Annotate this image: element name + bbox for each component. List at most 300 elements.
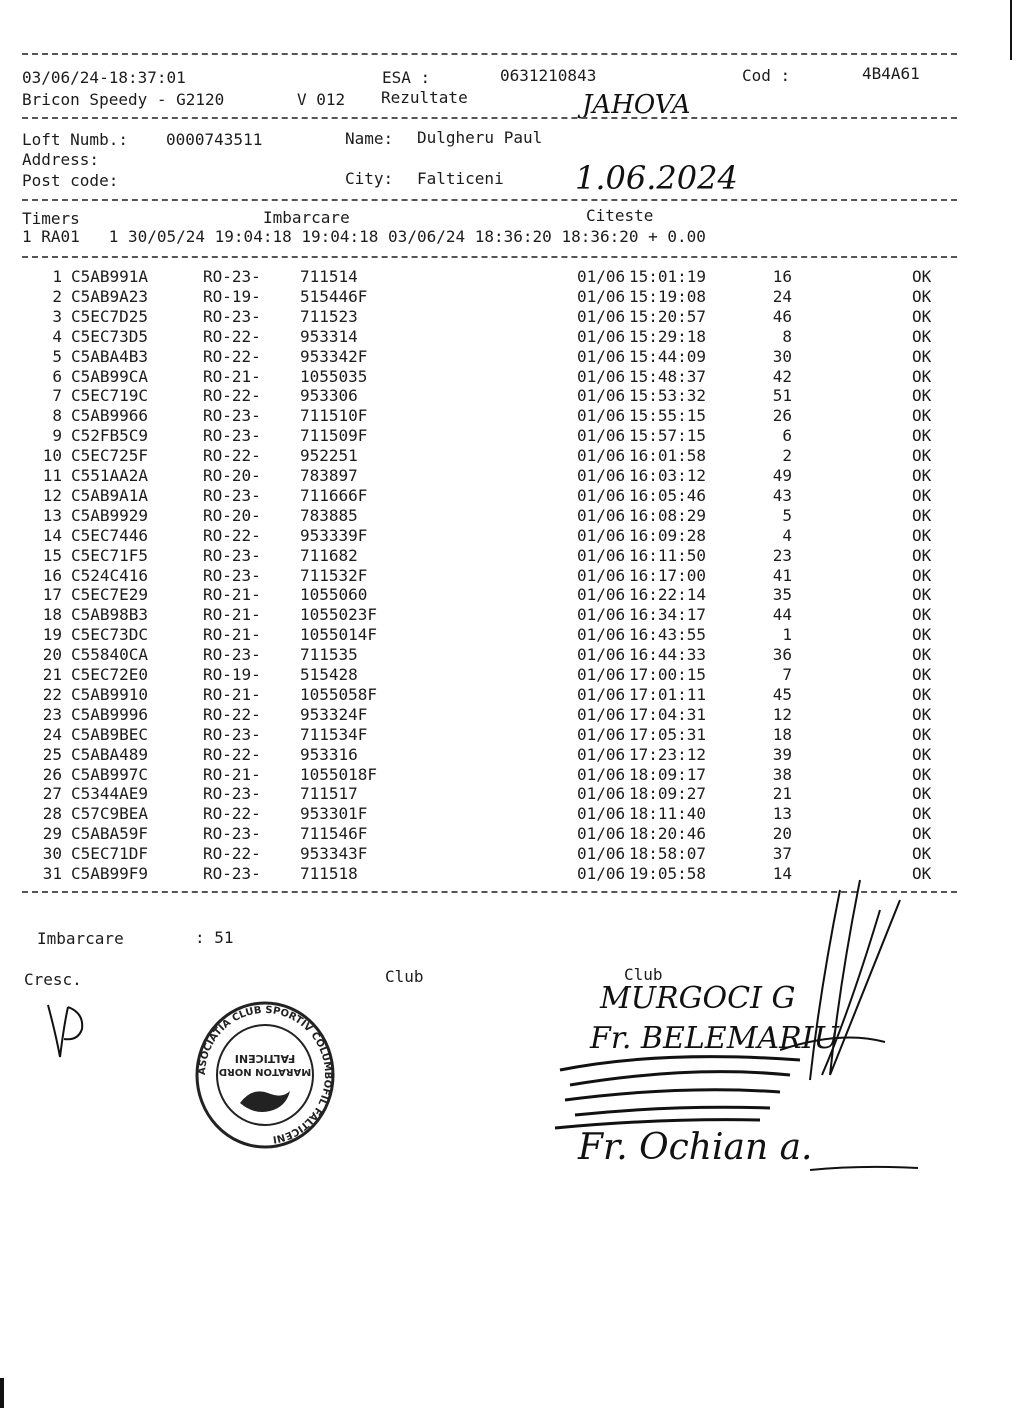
cod-value: 4B4A61 (862, 64, 920, 83)
row-index: 3 (52, 306, 62, 326)
chip-code: C5ABA59F (71, 824, 149, 844)
position: 39 (772, 744, 792, 764)
ring-prefix: RO-20- (203, 505, 261, 525)
arrival-time: 18:11:40 (629, 804, 707, 824)
arrival-date: 01/06 (577, 426, 626, 446)
row-index: 12 (42, 485, 62, 505)
status: OK (912, 645, 932, 665)
arrival-date: 01/06 (577, 326, 626, 346)
position: 35 (772, 585, 792, 605)
chip-code: C5EC719C (71, 386, 149, 406)
status: OK (912, 585, 932, 605)
loft-label: Loft Numb.: (22, 130, 128, 149)
arrival-date: 01/06 (577, 565, 626, 585)
position: 26 (772, 406, 792, 426)
ring-prefix: RO-19- (203, 665, 261, 684)
chip-code: C5344AE9 (71, 784, 149, 804)
row-index: 6 (52, 366, 62, 386)
chip-code: C5EC73D5 (71, 326, 149, 346)
row-index: 8 (52, 406, 62, 426)
arrival-date: 01/06 (577, 346, 626, 366)
ring-number: 1055058F (300, 684, 378, 704)
table-row (0, 745, 1024, 765)
arrival-time: 17:05:31 (629, 724, 707, 744)
arrival-date: 01/06 (577, 406, 626, 426)
ring-number: 1055018F (300, 764, 378, 784)
row-index: 7 (52, 386, 62, 406)
table-row (0, 486, 1024, 506)
arrival-time: 16:43:55 (629, 625, 707, 645)
stamp-center-line-1: FALTICENI (234, 1052, 296, 1065)
arrival-date: 01/06 (577, 306, 626, 326)
position: 8 (782, 326, 792, 346)
chip-code: C5EC72E0 (71, 665, 149, 684)
table-row (0, 784, 1024, 804)
status: OK (912, 485, 932, 505)
status: OK (912, 724, 932, 744)
row-index: 26 (42, 764, 62, 784)
ring-prefix: RO-22- (203, 704, 261, 724)
row-index: 23 (42, 704, 62, 724)
row-index: 1 (52, 267, 62, 286)
table-row (0, 685, 1024, 705)
table-row (0, 824, 1024, 844)
ring-prefix: RO-22- (203, 525, 261, 545)
table-row (0, 546, 1024, 566)
ring-number: 711514 (300, 267, 358, 286)
signature-murgoci: MURGOCI G (600, 981, 796, 1016)
status: OK (912, 326, 932, 346)
stamp-center-line-2: MARATON NORD (218, 1066, 312, 1077)
position: 43 (772, 485, 792, 505)
ring-number: 783885 (300, 505, 358, 525)
ring-number: 953343F (300, 844, 368, 864)
device-version: V 012 (297, 90, 346, 109)
row-index: 5 (52, 346, 62, 366)
ring-number: 953316 (300, 744, 358, 764)
arrival-date: 01/06 (577, 267, 626, 286)
chip-code: C5AB9BEC (71, 724, 149, 744)
arrival-time: 15:01:19 (629, 267, 707, 286)
ring-number: 711518 (300, 864, 358, 883)
chip-code: C5AB98B3 (71, 605, 149, 625)
row-index: 15 (42, 545, 62, 565)
chip-code: C5EC7446 (71, 525, 149, 545)
chip-code: C5AB9996 (71, 704, 149, 724)
ring-number: 711517 (300, 784, 358, 804)
arrival-date: 01/06 (577, 625, 626, 645)
status: OK (912, 386, 932, 406)
status: OK (912, 764, 932, 784)
ring-number: 711532F (300, 565, 368, 585)
status: OK (912, 864, 932, 883)
arrival-time: 18:20:46 (629, 824, 707, 844)
arrival-time: 16:03:12 (629, 466, 707, 485)
table-row (0, 605, 1024, 625)
arrival-time: 19:05:58 (629, 864, 707, 883)
arrival-time: 15:57:15 (629, 426, 707, 446)
table-row (0, 566, 1024, 586)
arrival-date: 01/06 (577, 386, 626, 406)
status: OK (912, 366, 932, 386)
chip-code: C5EC71F5 (71, 545, 149, 565)
table-row (0, 526, 1024, 546)
status: OK (912, 545, 932, 565)
status: OK (912, 704, 932, 724)
row-index: 22 (42, 684, 62, 704)
position: 21 (772, 784, 792, 804)
city-label: City: (345, 169, 394, 188)
imbarcare-heading: Imbarcare (263, 208, 350, 227)
ring-prefix: RO-20- (203, 466, 261, 485)
timers-label: Timers (22, 209, 80, 228)
arrival-date: 01/06 (577, 724, 626, 744)
arrival-date: 01/06 (577, 525, 626, 545)
timers-rule (22, 256, 957, 258)
status: OK (912, 426, 932, 446)
arrival-time: 16:34:17 (629, 605, 707, 625)
arrival-date: 01/06 (577, 286, 626, 306)
ring-prefix: RO-23- (203, 306, 261, 326)
table-row (0, 426, 1024, 446)
signature-ochian: Fr. Ochian a. (578, 1127, 813, 1168)
position: 4 (782, 525, 792, 545)
table-row (0, 585, 1024, 605)
ring-number: 783897 (300, 466, 358, 485)
esa-label: ESA : (382, 68, 431, 87)
row-index: 16 (42, 565, 62, 585)
chip-code: C5EC7D25 (71, 306, 149, 326)
ring-prefix: RO-23- (203, 864, 261, 883)
row-index: 17 (42, 585, 62, 605)
pigeon-icon (240, 1091, 290, 1112)
chip-code: C5AB9A23 (71, 286, 149, 306)
ring-number: 952251 (300, 446, 358, 466)
ring-prefix: RO-22- (203, 744, 261, 764)
status: OK (912, 286, 932, 306)
ring-number: 711509F (300, 426, 368, 446)
position: 13 (772, 804, 792, 824)
table-row (0, 844, 1024, 864)
row-index: 31 (42, 864, 62, 883)
arrival-time: 16:08:29 (629, 505, 707, 525)
position: 38 (772, 764, 792, 784)
status: OK (912, 665, 932, 684)
name-label: Name: (345, 129, 394, 148)
row-index: 18 (42, 605, 62, 625)
position: 45 (772, 684, 792, 704)
row-index: 11 (42, 466, 62, 485)
row-index: 29 (42, 824, 62, 844)
device-name: Bricon Speedy - G2120 (22, 90, 225, 109)
status: OK (912, 784, 932, 804)
row-index: 20 (42, 645, 62, 665)
chip-code: C5ABA489 (71, 744, 149, 764)
ring-prefix: RO-23- (203, 724, 261, 744)
ring-number: 515446F (300, 286, 368, 306)
chip-code: C5AB9910 (71, 684, 149, 704)
arrival-date: 01/06 (577, 684, 626, 704)
signature-scribbles (540, 870, 920, 1190)
chip-code: C551AA2A (71, 466, 149, 485)
ring-prefix: RO-22- (203, 326, 261, 346)
arrival-date: 01/06 (577, 844, 626, 864)
chip-code: C5AB9A1A (71, 485, 149, 505)
arrival-date: 01/06 (577, 605, 626, 625)
loft-number: 0000743511 (166, 130, 263, 149)
ring-prefix: RO-23- (203, 406, 261, 426)
position: 5 (782, 505, 792, 525)
table-row (0, 506, 1024, 526)
ring-number: 953324F (300, 704, 368, 724)
handwritten-name: JAHOVA (582, 90, 691, 120)
position: 7 (782, 665, 792, 684)
table-row (0, 625, 1024, 645)
imbarcare-total-value: : 51 (195, 928, 234, 947)
ring-prefix: RO-23- (203, 565, 261, 585)
citeste-heading: Citeste (586, 206, 654, 225)
position: 23 (772, 545, 792, 565)
status: OK (912, 446, 932, 466)
arrival-time: 17:01:11 (629, 684, 707, 704)
table-row (0, 307, 1024, 327)
handwritten-date: 1.06.2024 (575, 159, 738, 197)
position: 49 (772, 466, 792, 485)
arrival-date: 01/06 (577, 764, 626, 784)
table-row (0, 267, 1024, 287)
table-row (0, 765, 1024, 785)
arrival-date: 01/06 (577, 864, 626, 883)
position: 41 (772, 565, 792, 585)
arrival-date: 01/06 (577, 704, 626, 724)
row-index: 9 (52, 426, 62, 446)
arrival-time: 17:04:31 (629, 704, 707, 724)
ring-prefix: RO-22- (203, 446, 261, 466)
ring-prefix: RO-23- (203, 784, 261, 804)
club-label-right: Club (624, 965, 663, 984)
ring-number: 953301F (300, 804, 368, 824)
chip-code: C52FB5C9 (71, 426, 149, 446)
arrival-time: 16:44:33 (629, 645, 707, 665)
chip-code: C5AB9929 (71, 505, 149, 525)
stamp-ring-text: ASOCIATIA CLUB SPORTIV COLUMBOFIL FALTICENI (196, 1004, 334, 1145)
arrival-date: 01/06 (577, 485, 626, 505)
ring-prefix: RO-23- (203, 824, 261, 844)
arrival-time: 15:48:37 (629, 366, 707, 386)
scan-edge-mark-top (1010, 0, 1012, 60)
row-index: 2 (52, 286, 62, 306)
position: 46 (772, 306, 792, 326)
arrival-time: 15:55:15 (629, 406, 707, 426)
table-row (0, 327, 1024, 347)
arrival-date: 01/06 (577, 466, 626, 485)
owner-rule (22, 199, 957, 201)
chip-code: C5AB9966 (71, 406, 149, 426)
row-index: 14 (42, 525, 62, 545)
postcode-label: Post code: (22, 171, 119, 190)
chip-code: C55840CA (71, 645, 149, 665)
position: 42 (772, 366, 792, 386)
table-row (0, 725, 1024, 745)
arrival-time: 17:00:15 (629, 665, 707, 684)
chip-code: C5AB99F9 (71, 864, 149, 883)
ring-prefix: RO-22- (203, 346, 261, 366)
table-row (0, 386, 1024, 406)
row-index: 13 (42, 505, 62, 525)
position: 36 (772, 645, 792, 665)
status: OK (912, 844, 932, 864)
position: 37 (772, 844, 792, 864)
ring-prefix: RO-21- (203, 585, 261, 605)
row-index: 24 (42, 724, 62, 744)
ring-prefix: RO-22- (203, 804, 261, 824)
ring-prefix: RO-23- (203, 426, 261, 446)
chip-code: C5ABA4B3 (71, 346, 149, 366)
ring-number: 711546F (300, 824, 368, 844)
ring-prefix: RO-22- (203, 844, 261, 864)
arrival-date: 01/06 (577, 545, 626, 565)
position: 12 (772, 704, 792, 724)
ring-prefix: RO-23- (203, 267, 261, 286)
arrival-time: 16:22:14 (629, 585, 707, 605)
arrival-date: 01/06 (577, 505, 626, 525)
arrival-date: 01/06 (577, 366, 626, 386)
ring-prefix: RO-19- (203, 286, 261, 306)
club-stamp (190, 995, 340, 1155)
arrival-time: 16:05:46 (629, 485, 707, 505)
cresc-label: Cresc. (24, 970, 82, 989)
ring-number: 515428 (300, 665, 358, 684)
table-row (0, 665, 1024, 685)
row-index: 19 (42, 625, 62, 645)
position: 30 (772, 346, 792, 366)
ring-number: 1055060 (300, 585, 368, 605)
ring-prefix: RO-22- (203, 386, 261, 406)
status: OK (912, 565, 932, 585)
breeder-signature (38, 995, 98, 1065)
row-index: 28 (42, 804, 62, 824)
chip-code: C5AB991A (71, 267, 149, 286)
position: 1 (782, 625, 792, 645)
chip-code: C5AB99CA (71, 366, 149, 386)
position: 20 (772, 824, 792, 844)
status: OK (912, 505, 932, 525)
ring-number: 953306 (300, 386, 358, 406)
arrival-time: 16:17:00 (629, 565, 707, 585)
arrival-time: 16:01:58 (629, 446, 707, 466)
ring-number: 953314 (300, 326, 358, 346)
arrival-time: 15:19:08 (629, 286, 707, 306)
table-row (0, 406, 1024, 426)
table-row (0, 446, 1024, 466)
report-type: Rezultate (381, 88, 468, 107)
chip-code: C57C9BEA (71, 804, 149, 824)
ring-prefix: RO-23- (203, 645, 261, 665)
club-label-left: Club (385, 967, 424, 986)
row-index: 10 (42, 446, 62, 466)
status: OK (912, 406, 932, 426)
table-row (0, 367, 1024, 387)
arrival-date: 01/06 (577, 585, 626, 605)
arrival-date: 01/06 (577, 446, 626, 466)
ring-prefix: RO-21- (203, 366, 261, 386)
ring-number: 1055014F (300, 625, 378, 645)
chip-code: C5EC73DC (71, 625, 149, 645)
ring-prefix: RO-21- (203, 764, 261, 784)
row-index: 27 (42, 784, 62, 804)
status: OK (912, 267, 932, 286)
table-row (0, 645, 1024, 665)
position: 51 (772, 386, 792, 406)
arrival-time: 18:09:27 (629, 784, 707, 804)
scan-edge-mark-bottom (0, 1378, 4, 1408)
table-row (0, 287, 1024, 307)
ring-prefix: RO-21- (203, 625, 261, 645)
arrival-date: 01/06 (577, 824, 626, 844)
chip-code: C5AB997C (71, 764, 149, 784)
chip-code: C5EC725F (71, 446, 149, 466)
top-rule (22, 53, 957, 55)
ring-number: 711535 (300, 645, 358, 665)
arrival-time: 16:11:50 (629, 545, 707, 565)
status: OK (912, 804, 932, 824)
signature-belemariu: Fr. BELEMARIU (590, 1021, 839, 1056)
status: OK (912, 525, 932, 545)
chip-code: C5EC7E29 (71, 585, 149, 605)
ring-number: 711666F (300, 485, 368, 505)
ring-number: 711510F (300, 406, 368, 426)
status: OK (912, 824, 932, 844)
ring-number: 711534F (300, 724, 368, 744)
status: OK (912, 744, 932, 764)
status: OK (912, 605, 932, 625)
ring-number: 1055023F (300, 605, 378, 625)
table-row (0, 705, 1024, 725)
ring-prefix: RO-21- (203, 684, 261, 704)
arrival-date: 01/06 (577, 645, 626, 665)
arrival-date: 01/06 (577, 665, 626, 684)
header-rule (22, 117, 957, 119)
arrival-time: 17:23:12 (629, 744, 707, 764)
arrival-date: 01/06 (577, 804, 626, 824)
position: 6 (782, 426, 792, 446)
status: OK (912, 466, 932, 485)
esa-value: 0631210843 (500, 66, 597, 85)
position: 44 (772, 605, 792, 625)
ring-prefix: RO-21- (203, 605, 261, 625)
status: OK (912, 346, 932, 366)
arrival-time: 15:44:09 (629, 346, 707, 366)
position: 24 (772, 286, 792, 306)
table-row (0, 347, 1024, 367)
ring-prefix: RO-23- (203, 545, 261, 565)
chip-code: C524C416 (71, 565, 149, 585)
timer-line: 1 RA01 1 30/05/24 19:04:18 19:04:18 03/06/24 18:36:20 18:36:20 + 0.00 (22, 227, 706, 246)
ring-number: 711523 (300, 306, 358, 326)
chip-code: C5EC71DF (71, 844, 149, 864)
position: 2 (782, 446, 792, 466)
cod-label: Cod : (742, 66, 791, 85)
owner-name: Dulgheru Paul (417, 128, 543, 147)
ring-number: 1055035 (300, 366, 368, 386)
row-index: 4 (52, 326, 62, 346)
ring-number: 953342F (300, 346, 368, 366)
status: OK (912, 625, 932, 645)
arrival-date: 01/06 (577, 744, 626, 764)
address-label: Address: (22, 150, 100, 169)
status: OK (912, 306, 932, 326)
arrival-date: 01/06 (577, 784, 626, 804)
